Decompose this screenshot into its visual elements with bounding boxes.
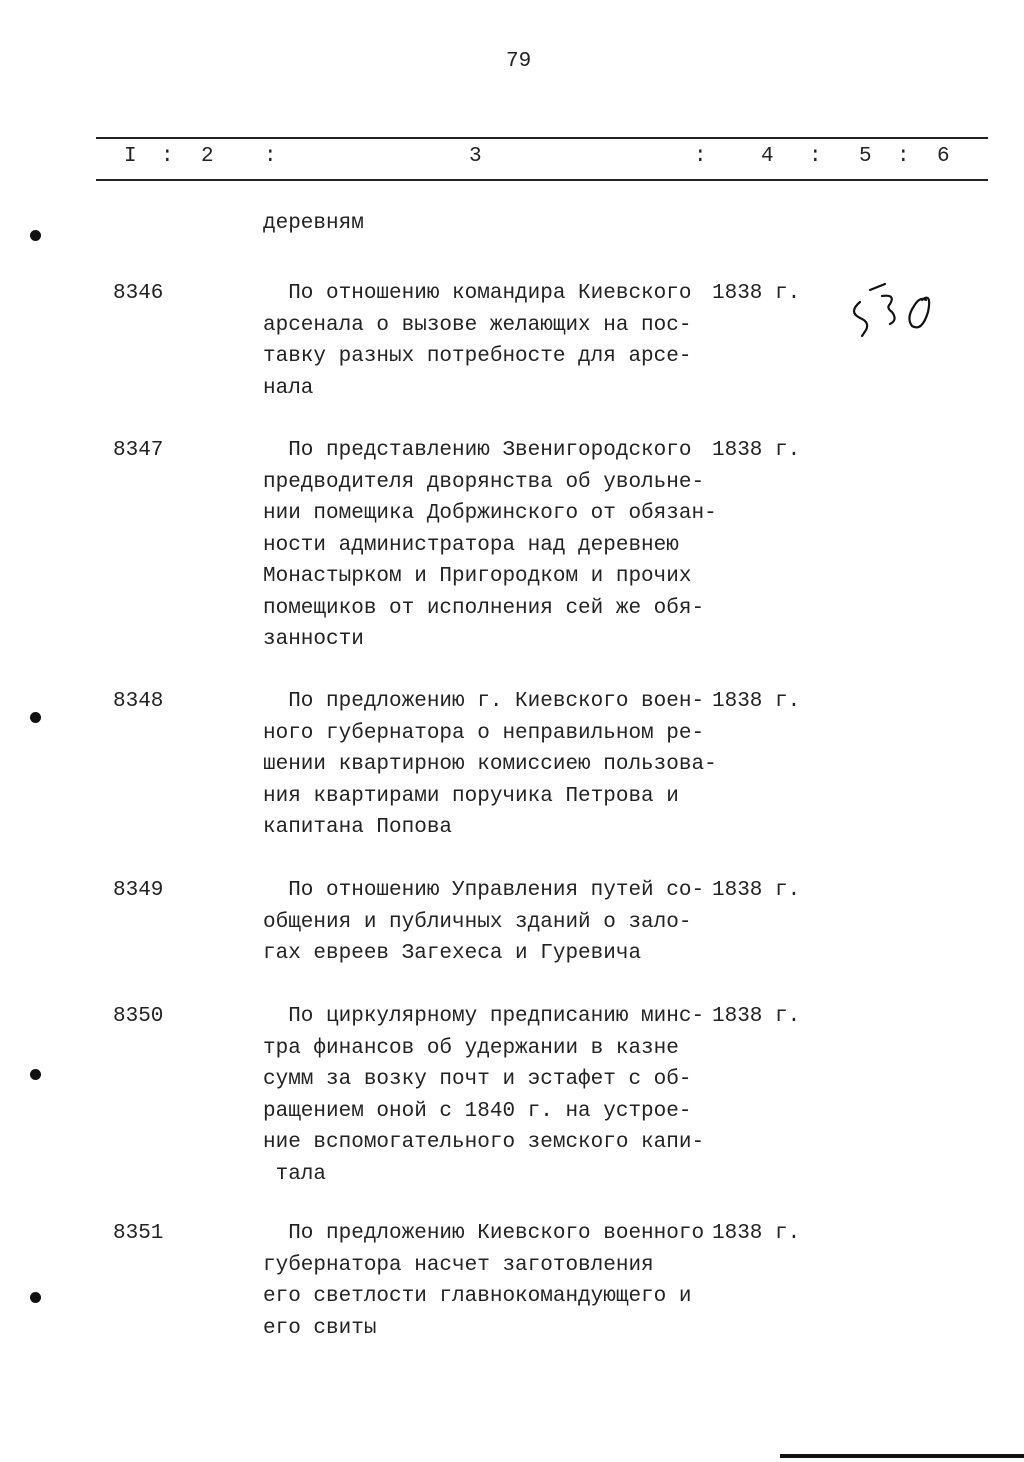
description-line: шении квартирною комиссиею пользова- [263, 753, 717, 776]
entry-description [263, 1001, 704, 1190]
column-5: 5 [859, 145, 872, 168]
description-line: предводителя дворянства об увольне- [263, 470, 705, 494]
description-line: капитана Попова [263, 816, 453, 839]
description-line: По циркулярному предписанию минс- [263, 1005, 705, 1028]
description-line: нала [263, 376, 314, 400]
entry-year: 1838 г. [712, 439, 801, 462]
description-line: гах евреев Загехеса и Гуревича [263, 942, 642, 965]
handwritten-note [840, 272, 940, 349]
page-number: 79 [506, 50, 532, 73]
entry-description [263, 686, 717, 844]
entry-number: 8347 [113, 439, 164, 462]
column-4: 4 [761, 145, 774, 168]
description-line: общения и публичных зданий о зало- [263, 910, 692, 934]
description-line: ние вспомогательного земского капи- [263, 1131, 705, 1154]
description-line: помещиков от исполнения сей же обя- [263, 596, 705, 620]
description-line: губернатора насчет заготовления [263, 1253, 654, 1277]
description-line: По предложению г. Киевского воен- [263, 690, 705, 713]
column-2: 2 [201, 145, 214, 168]
description-line: ного губернатора о неправильном ре- [263, 721, 705, 745]
column-6: 6 [937, 145, 950, 168]
description-line: нии помещика Добржинского от обязан- [263, 502, 717, 525]
entry-year: 1838 г. [712, 282, 801, 305]
description-line: ращением оной с 1840 г. на устрое- [263, 1099, 692, 1123]
handwritten-530-mark [840, 272, 940, 342]
entry-year: 1838 г. [712, 879, 801, 902]
punch-hole [30, 1292, 41, 1303]
scan-edge-line [780, 1454, 1024, 1458]
punch-hole [30, 1069, 41, 1080]
description-line: По отношению Управления путей со- [263, 879, 705, 902]
column-sep: : [897, 145, 910, 168]
entry-description [263, 1218, 704, 1344]
entry-description [263, 435, 717, 656]
description-line: По отношению командира Киевского [263, 282, 692, 305]
header-top-rule [96, 137, 988, 139]
description-line: сумм за возку почт и эстафет с об- [263, 1068, 692, 1091]
punch-hole [30, 712, 41, 723]
entry-description [263, 278, 691, 404]
entry-year: 1838 г. [712, 1222, 801, 1245]
description-line: ности администратора над деревнею [263, 533, 679, 557]
entry-number: 8346 [113, 282, 164, 305]
description-line: его свиты [263, 1316, 377, 1340]
entry-number: 8350 [113, 1005, 164, 1028]
column-sep: : [264, 145, 277, 168]
column-sep: : [694, 145, 707, 168]
description-line: ния квартирами поручика Петрова и [263, 784, 679, 808]
description-line: По представлению Звенигородского [263, 439, 692, 462]
entry-description [263, 875, 704, 970]
header-bottom-rule [96, 179, 988, 181]
entry-year: 1838 г. [712, 690, 801, 713]
entry-year: 1838 г. [712, 1005, 801, 1028]
entry-number: 8348 [113, 690, 164, 713]
column-1: I [124, 145, 137, 168]
description-line: его светлости главнокомандующего и [263, 1285, 692, 1308]
description-line: занности [263, 628, 364, 651]
column-3: 3 [469, 145, 482, 168]
entry-number: 8349 [113, 879, 164, 902]
continuation-text: деревням [263, 212, 364, 235]
punch-hole [30, 230, 41, 241]
description-line: тала [263, 1162, 327, 1186]
column-sep: : [161, 145, 174, 168]
description-line: Монастырком и Пригородком и прочих [263, 565, 692, 588]
entry-number: 8351 [113, 1222, 164, 1245]
description-line: тра финансов об удержании в казне [263, 1036, 679, 1060]
column-sep: : [809, 145, 822, 168]
description-line: По предложению Киевского военного [263, 1222, 705, 1245]
description-line: арсенала о вызове желающих на пос- [263, 313, 692, 337]
description-line: тавку разных потребносте для арсе- [263, 345, 692, 368]
